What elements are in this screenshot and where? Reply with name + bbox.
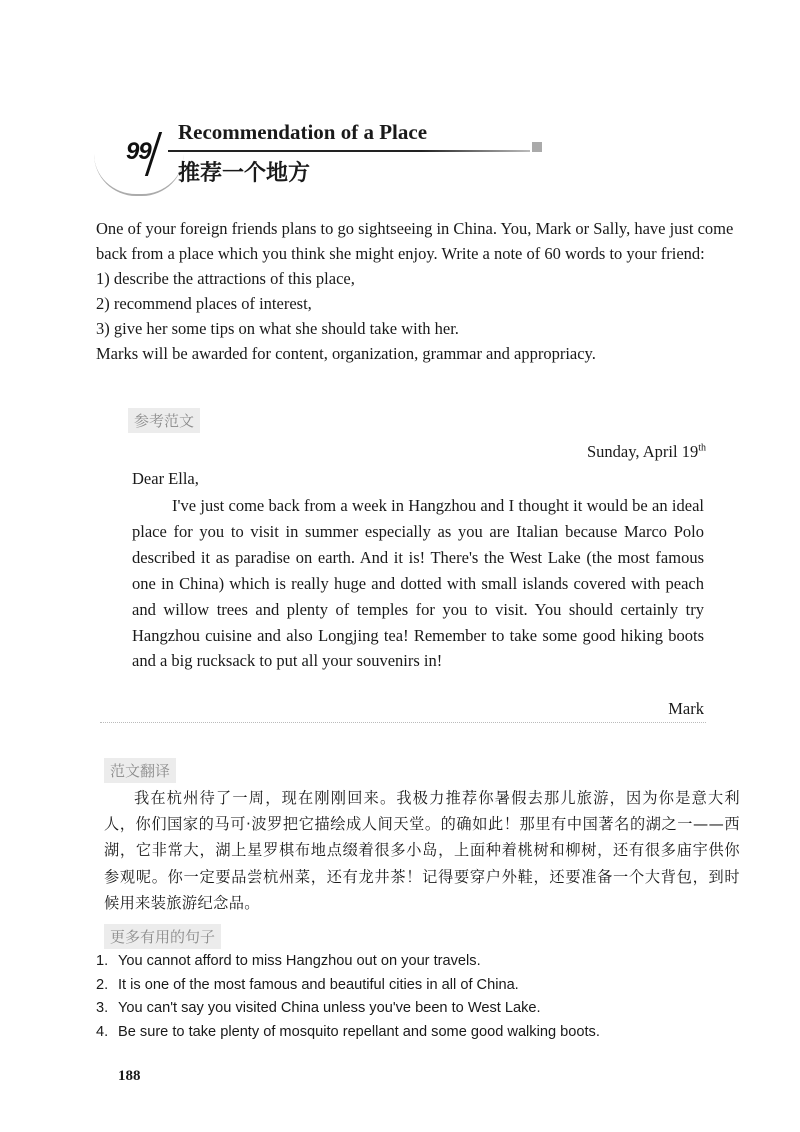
prompt-intro: One of your foreign friends plans to go sightseeing in China. You, Mark or Sally, have just come back from a place which you think she might enjoy. Write a note of 60 words to your friend: — [96, 219, 734, 263]
translation-text: 我在杭州待了一周，现在刚刚回来。我极力推荐你暑假去那儿旅游，因为你是意大利人，你们国家的马可·波罗把它描绘成人间天堂。的确如此！那里有中国著名的湖之一——西湖，它非常大，湖上星罗棋布地点缀着很多小岛，上面种着桃树和柳树，还有很多庙宇供你参观呢。你一定要品尝杭州菜，还有龙井茶！记得要穿户外鞋，还要准备一个大背包，到时候用来装旅游纪念品。 — [104, 789, 740, 912]
list-item — [96, 1021, 756, 1045]
unit-header — [94, 112, 554, 192]
letter-signature: Mark — [668, 699, 704, 718]
sample-essay-badge: 参考范文 — [128, 408, 200, 433]
translation-badge: 范文翻译 — [104, 758, 176, 783]
list-item-number: 1. — [96, 953, 109, 969]
more-sentences-badge: 更多有用的句子 — [104, 924, 221, 949]
header-decoration-block — [532, 142, 542, 152]
letter-date — [587, 442, 706, 462]
list-item — [96, 950, 756, 974]
list-item-text: You cannot afford to miss Hangzhou out on your travels. — [118, 953, 481, 969]
writing-prompt — [96, 216, 746, 366]
list-item-number: 4. — [96, 1023, 109, 1040]
list-item-text: Be sure to take plenty of mosquito repellant and some good walking boots. — [118, 1023, 600, 1040]
useful-sentences-list — [96, 950, 756, 1044]
list-item-number: 2. — [96, 976, 109, 993]
section-divider — [100, 722, 706, 723]
prompt-marking-note: Marks will be awarded for content, organization, grammar and appropriacy. — [96, 344, 596, 363]
header-rule — [168, 150, 530, 152]
letter-date-text: Sunday, April 19 — [586, 442, 699, 461]
list-item-text: You can't say you visited China unless you've been to West Lake. — [118, 1000, 541, 1017]
page-number: 188 — [118, 1068, 141, 1084]
page-title-cn: 推荐一个地方 — [178, 161, 311, 186]
prompt-item: 3) give her some tips on what she should take with her. — [96, 319, 459, 338]
letter-body: I've just come back from a week in Hangzhou and I thought it would be an ideal place for you to visit in summer especially as you are Italian because Marco Polo described it as paradise on earth. And it is! There's the West Lake (the most famous one in China) which is really huge and dotted with small islands covered with peach and willow trees and plenty of temples for you to visit. You should certainly try Hangzhou cuisine and also Longjing tea! Remember to take some good hiking boots and a big rucksack to put all your souvenirs in! — [132, 496, 704, 671]
prompt-item: 1) describe the attractions of this place, — [96, 269, 355, 288]
page-title-en: Recommendation of a Place — [178, 120, 428, 144]
unit-number: 99 — [126, 138, 151, 165]
list-item-text: It is one of the most famous and beautiful cities in all of China. — [118, 976, 519, 993]
list-item — [96, 997, 756, 1021]
list-item-number: 3. — [96, 1000, 109, 1017]
prompt-item: 2) recommend places of interest, — [96, 294, 312, 313]
letter-greeting: Dear Ella, — [132, 469, 199, 488]
letter-date-suffix: th — [698, 442, 706, 454]
list-item — [96, 974, 756, 998]
